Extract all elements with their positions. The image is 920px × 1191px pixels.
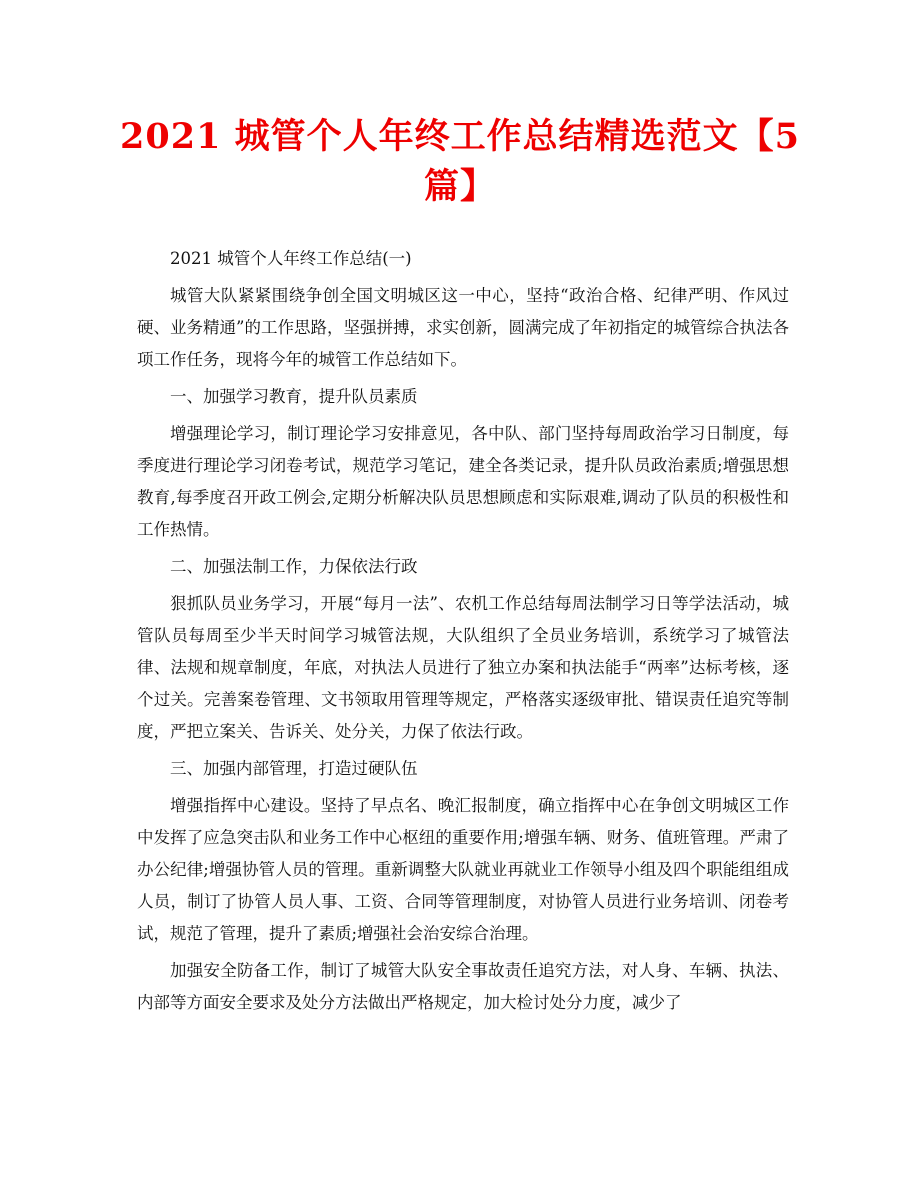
intro-paragraph: 城管大队紧紧围绕争创全国文明城区这一中心，坚持“政治合格、纪律严明、作风过硬、业务精通”的工作思路，坚强拼搏，求实创新，圆满完成了年初指定的城管综合执法各项工作任务，现将今年的城管工作总结如下。 <box>137 286 789 369</box>
section-heading-2: 二、加强法制工作，力保依法行政 <box>170 557 418 576</box>
section-2-paragraph: 狠抓队员业务学习，开展“每月一法”、农机工作总结每周法制学习日等学法活动，城管队员每周至少半天时间学习城管法规，大队组织了全员业务培训，系统学习了城管法律、法规和规章制度，年底，对执法人员进行了独立办案和执法能手“两率”达标考核，逐个过关。完善案卷管理、文书领取用管理等规定，严格落实逐级审批、错误责任追究等制度，严把立案关、告诉关、处分关，力保了依法行政。 <box>137 594 789 741</box>
document-title: 2021 城管个人年终工作总结精选范文【5篇】 <box>120 116 800 207</box>
section-3-paragraph-1: 增强指挥中心建设。坚持了早点名、晚汇报制度，确立指挥中心在争创文明城区工作中发挥了应急突击队和业务工作中心枢纽的重要作用;增强车辆、财务、值班管理。严肃了办公纪律;增强协管人员的管理。重新调整大队就业再就业工作领导小组及四个职能组组成人员，制订了协管人员人事、工资、合同等管理制度，对协管人员进行业务培训、闭卷考试，规范了管理，提升了素质;增强社会治安综合治理。 <box>137 796 789 943</box>
section-heading-1: 一、加强学习教育，提升队员素质 <box>170 387 418 406</box>
section-heading-3: 三、加强内部管理，打造过硬队伍 <box>170 759 418 778</box>
section-3-paragraph-2: 加强安全防备工作，制订了城管大队安全事故责任追究方法，对人身、车辆、执法、内部等方面安全要求及处分方法做出严格规定，加大检讨处分力度，减少了 <box>137 961 789 1012</box>
section-subtitle: 2021 城管个人年终工作总结(一) <box>170 249 412 268</box>
section-1-paragraph: 增强理论学习，制订理论学习安排意见，各中队、部门坚持每周政治学习日制度，每季度进行理论学习闭卷考试，规范学习笔记，建全各类记录，提升队员政治素质;增强思想教育,每季度召开政工例会,定期分析解决队员思想顾虑和实际艰难,调动了队员的积极性和工作热情。 <box>137 424 789 539</box>
document-body <box>137 243 789 1024</box>
